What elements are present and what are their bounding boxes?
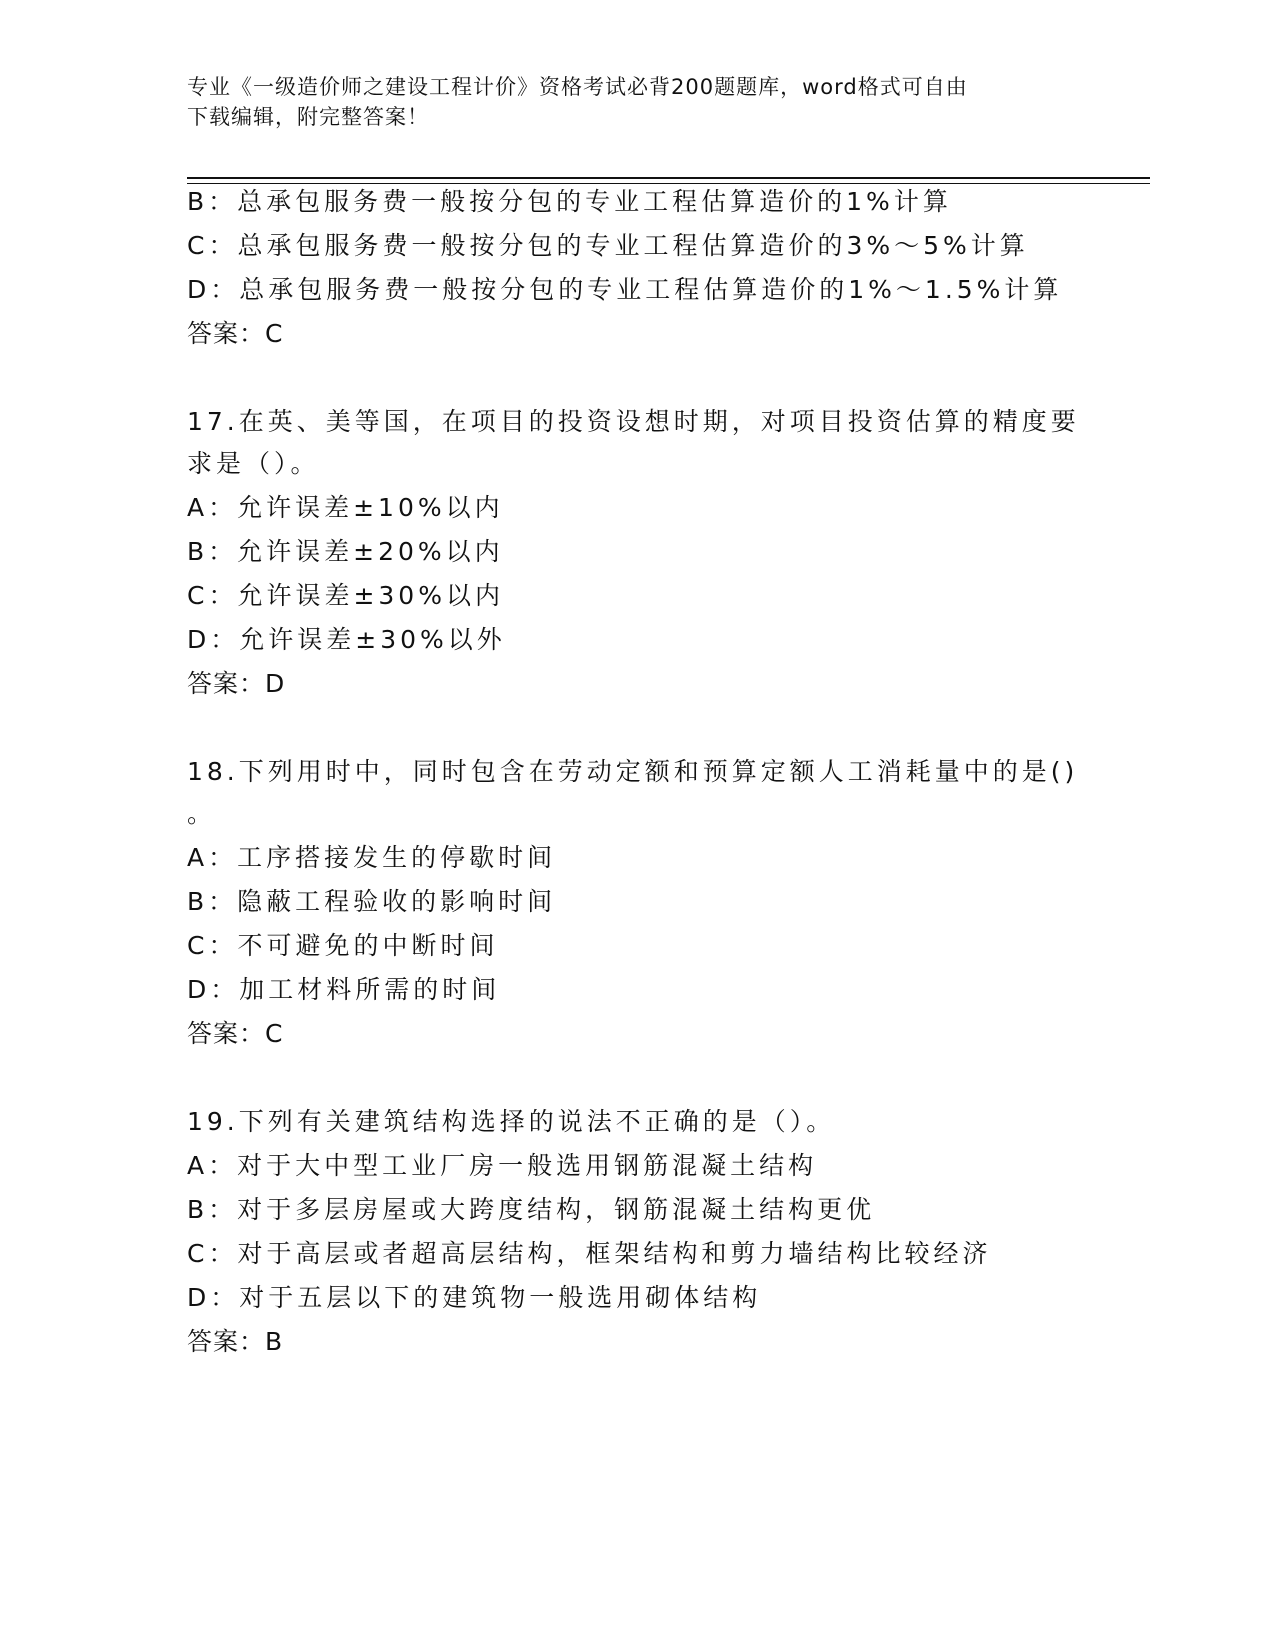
header-line-1: 专业《一级造价师之建设工程计价》资格考试必背200题题库，word格式可自由 [187,75,968,99]
q17-option-a: A：允许误差±10%以内 [187,493,504,522]
q17-stem-line-2: 求是（）。 [187,449,320,478]
q18-stem-line-1: 18.下列用时中，同时包含在劳动定额和预算定额人工消耗量中的是() [187,757,1079,786]
header-divider-thin [187,183,1150,184]
q16-option-b: B：总承包服务费一般按分包的专业工程估算造价的1%计算 [187,187,952,216]
document-header [187,72,1067,132]
q19-option-a: A：对于大中型工业厂房一般选用钢筋混凝土结构 [187,1151,818,1180]
q16-option-c: C：总承包服务费一般按分包的专业工程估算造价的3%～5%计算 [187,231,1029,260]
q17-option-b: B：允许误差±20%以内 [187,537,504,566]
header-divider-thick [187,177,1150,179]
q19-answer: 答案：B [187,1327,284,1356]
q19-option-c: C：对于高层或者超高层结构，框架结构和剪力墙结构比较经济 [187,1239,992,1268]
header-line-2: 下载编辑，附完整答案！ [187,105,429,129]
q17-answer: 答案：D [187,669,286,698]
q19-stem-line-1: 19.下列有关建筑结构选择的说法不正确的是（）。 [187,1107,836,1136]
q17-stem-line-1: 17.在英、美等国，在项目的投资设想时期，对项目投资估算的精度要 [187,407,1080,436]
q18-option-d: D：加工材料所需的时间 [187,975,501,1004]
q18-answer: 答案：C [187,1019,284,1048]
q16-option-d: D：总承包服务费一般按分包的专业工程估算造价的1%～1.5%计算 [187,275,1063,304]
q17-option-c: C：允许误差±30%以内 [187,581,504,610]
q18-option-a: A：工序搭接发生的停歇时间 [187,843,557,872]
q18-option-c: C：不可避免的中断时间 [187,931,499,960]
q19-option-d: D：对于五层以下的建筑物一般选用砌体结构 [187,1283,762,1312]
q18-stem-line-2: 。 [187,799,217,828]
q18-option-b: B：隐蔽工程验收的影响时间 [187,887,557,916]
q16-answer: 答案：C [187,319,284,348]
q17-option-d: D：允许误差±30%以外 [187,625,506,654]
q19-option-b: B：对于多层房屋或大跨度结构，钢筋混凝土结构更优 [187,1195,876,1224]
